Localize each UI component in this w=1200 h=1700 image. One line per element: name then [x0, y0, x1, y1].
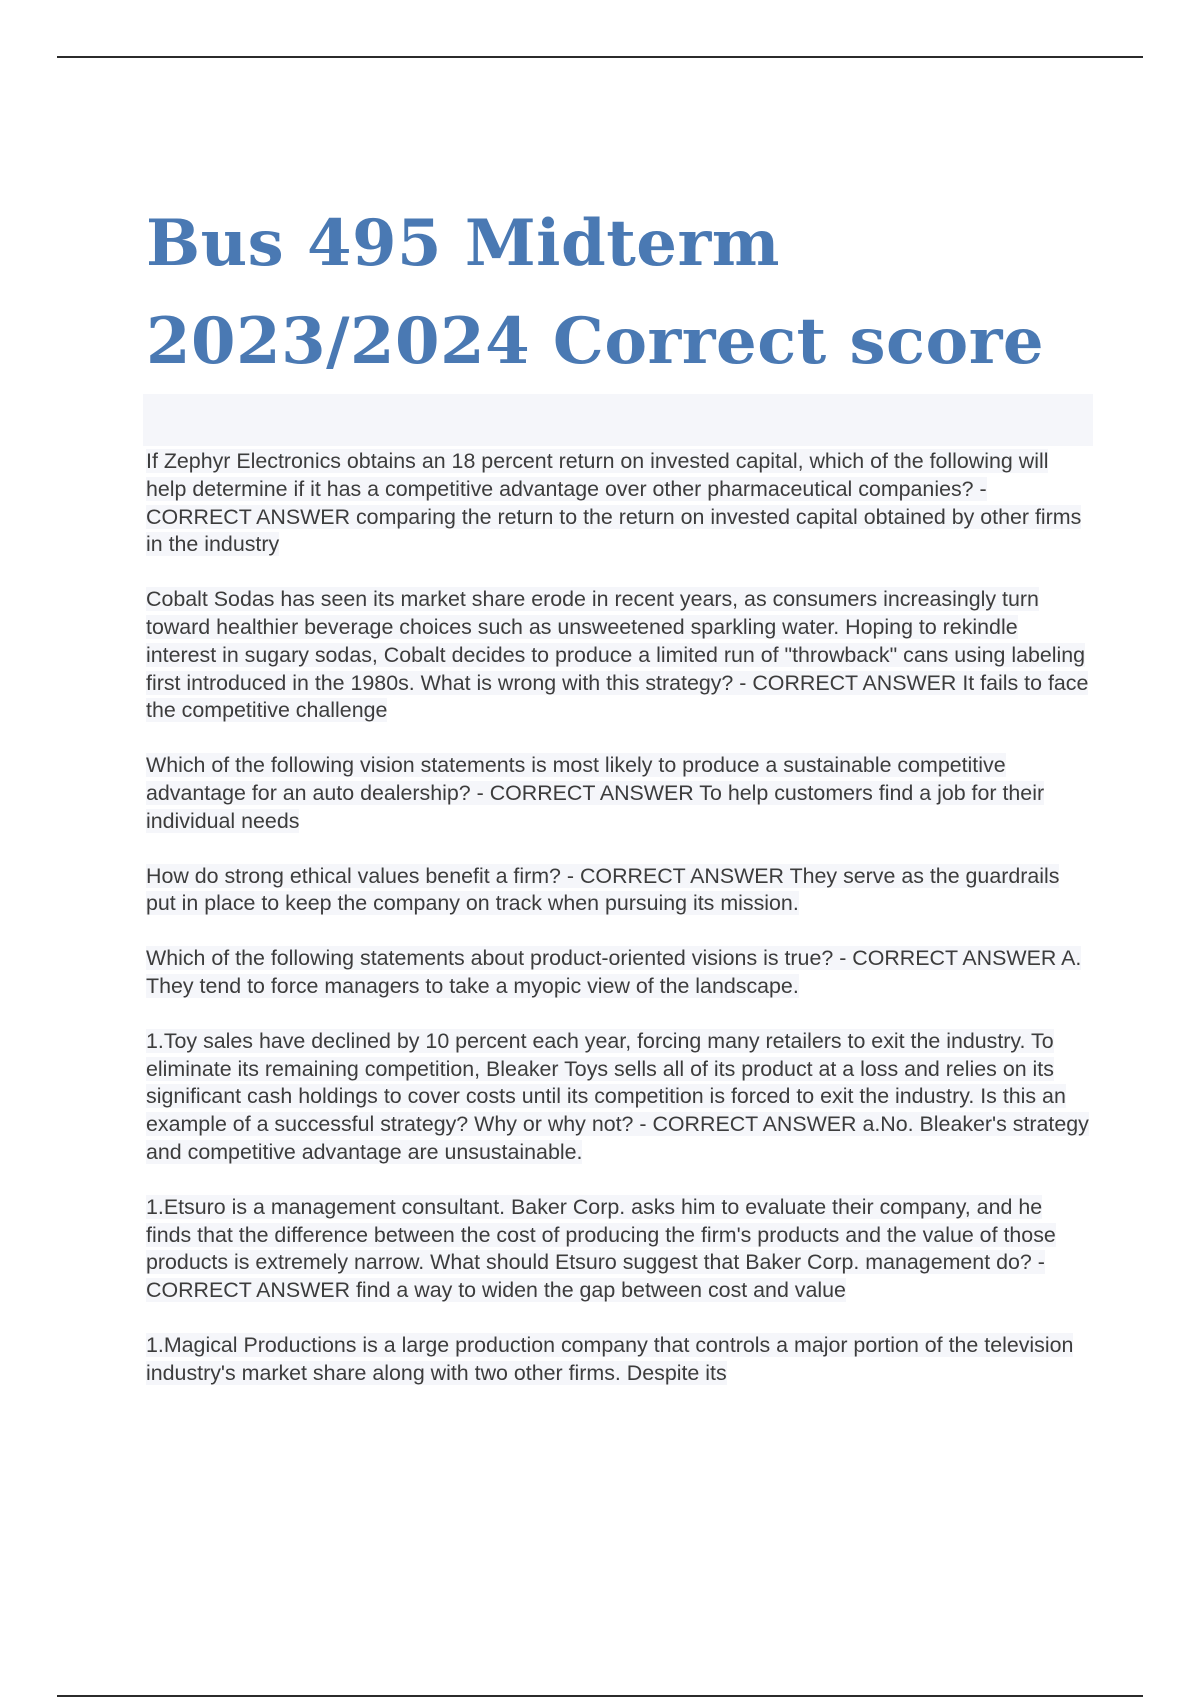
qa-text [146, 946, 1081, 998]
highlight-band [143, 394, 1093, 446]
answer-separator: - [633, 1112, 653, 1137]
qa-item [146, 1194, 1092, 1305]
question-text: 1.Toy sales have declined by 10 percent each year, forcing many retailers to exit the industry. To eliminate its remaining competition, Bleaker Toys sells all of its product at a loss and relies on its significant cash holdings to cover costs until its competition is forced to exit the industry. Is this an example of a successful strategy? Why or why not? [146, 1028, 1066, 1137]
top-rule [57, 56, 1143, 58]
qa-text [146, 1195, 1056, 1302]
document-title [146, 195, 1146, 391]
answer-separator: - [1031, 1250, 1045, 1275]
correct-answer-label: CORRECT ANSWER [852, 946, 1057, 971]
answer-separator: - [733, 670, 753, 695]
correct-answer-label: CORRECT ANSWER [579, 863, 785, 888]
qa-text [146, 449, 1081, 556]
qa-text [146, 864, 1059, 916]
answer-separator: - [833, 946, 853, 971]
qa-item [146, 1332, 1092, 1388]
qa-text [146, 753, 1044, 833]
question-text: Which of the following statements about product-oriented visions is true? [146, 946, 834, 971]
answer-separator: - [560, 863, 580, 888]
correct-answer-label: CORRECT ANSWER [489, 780, 694, 805]
answer-separator: - [470, 780, 490, 805]
answer-text: They serve as the guardrails put in place to keep the company on track when pursuing its mission. [146, 863, 1060, 916]
answer-text: find a way to widen the gap between cost and value [355, 1278, 846, 1303]
question-text: 1.Magical Productions is a large production company that controls a major portion of the television industry's market share along with two other firms. Despite its [146, 1332, 1074, 1385]
correct-answer-label: CORRECT ANSWER [146, 504, 351, 529]
qa-item [146, 752, 1092, 835]
qa-item [146, 586, 1092, 725]
question-text: 1.Etsuro is a management consultant. Baker Corp. asks him to evaluate their company, and he finds that the difference between the cost of producing the firm's products and the value of those products is extremely narrow. What should Etsuro suggest that Baker Corp. management do? [146, 1194, 1056, 1275]
qa-text [146, 1333, 1073, 1385]
title-line-1: Bus 495 Midterm [146, 206, 780, 281]
answer-text: A. They tend to force managers to take a myopic view of the landscape. [146, 946, 1082, 998]
qa-list [146, 448, 1092, 1415]
qa-text [146, 587, 1088, 722]
correct-answer-label: CORRECT ANSWER [652, 1112, 857, 1137]
qa-text [146, 1029, 1089, 1164]
qa-item [146, 945, 1092, 1001]
answer-text: a.No. Bleaker's strategy and competitive advantage are unsustainable. [146, 1112, 1089, 1164]
bottom-rule [57, 1695, 1143, 1697]
qa-item [146, 1028, 1092, 1167]
question-text: Cobalt Sodas has seen its market share erode in recent years, as consumers increasingly turn toward healthier beverage choices such as unsweetened sparkling water. Hoping to rekindle interest in sugary sodas, Cobalt decides to produce a limited run of "throwback" cans using labeling first introduced in the 1980s. What is wrong with this strategy? [146, 587, 1086, 695]
qa-item [146, 448, 1092, 559]
title-line-2: 2023/2024 Correct score [146, 304, 1045, 379]
answer-text: comparing the return to the return on invested capital obtained by other firms in the industry [146, 504, 1082, 557]
answer-text: It fails to face the competitive challenge [146, 670, 1089, 723]
answer-separator: - [973, 476, 987, 501]
qa-item [146, 863, 1092, 919]
answer-text: To help customers find a job for their individual needs [146, 780, 1045, 833]
correct-answer-label: CORRECT ANSWER [752, 670, 957, 695]
question-text: How do strong ethical values benefit a firm? [146, 863, 561, 888]
correct-answer-label: CORRECT ANSWER [146, 1278, 351, 1303]
question-text: Which of the following vision statements is most likely to produce a sustainable competitive advantage for an auto dealership? [146, 753, 1006, 805]
question-text: If Zephyr Electronics obtains an 18 percent return on invested capital, which of the following will help determine if it has a competitive advantage over other pharmaceutical companies? [146, 449, 1049, 501]
